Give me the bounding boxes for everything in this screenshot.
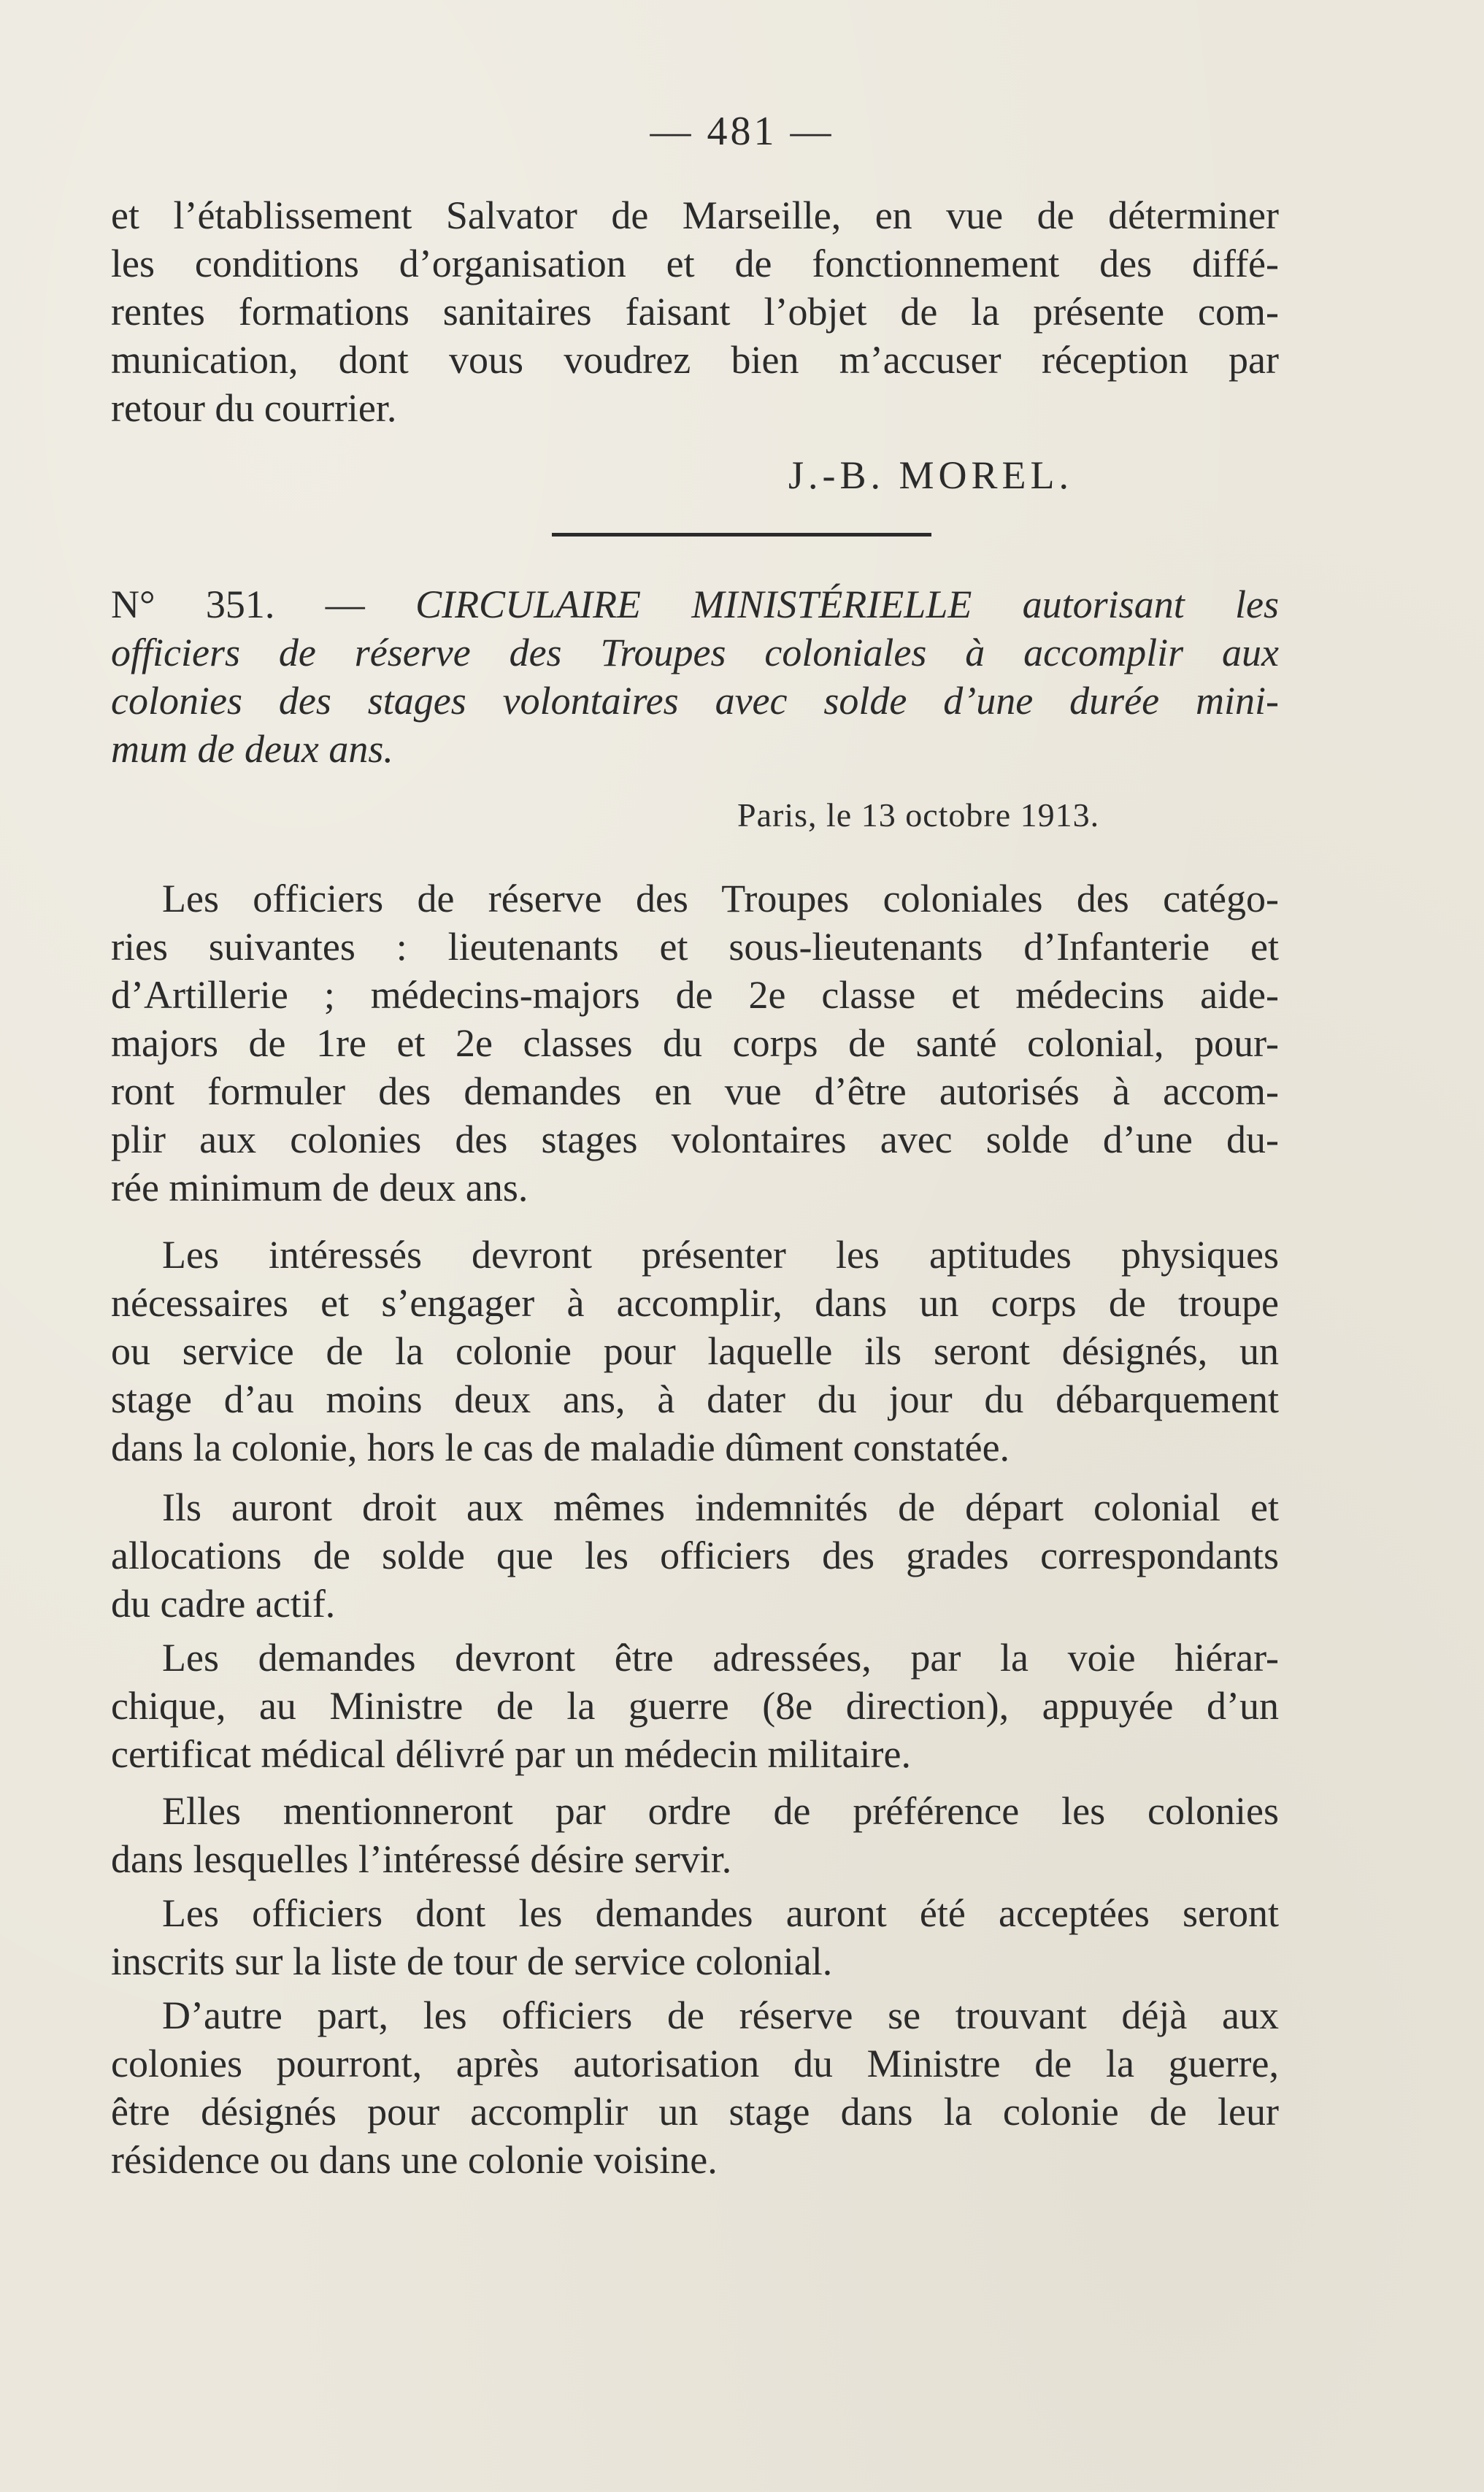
paragraph-4 <box>111 1634 1279 1778</box>
paragraph-5 <box>111 1787 1279 1883</box>
page-number: — 481 — <box>650 109 834 154</box>
text-line: inscrits sur la liste de tour de service colonial. <box>111 1939 833 1983</box>
section-divider <box>552 533 931 537</box>
text-line: Ils auront droit aux mêmes indemnités de départ colonial et <box>162 1485 1279 1529</box>
text-line: plir aux colonies des stages volontaires avec solde d’une du- <box>111 1118 1279 1161</box>
text-line: stage d’au moins deux ans, à dater du jour du débarquement <box>111 1377 1279 1421</box>
text-line: les conditions d’organisation et de fonctionnement des diffé- <box>111 242 1279 285</box>
text-line: dans la colonie, hors le cas de maladie dûment constatée. <box>111 1426 1010 1469</box>
text-line: Les officiers de réserve des Troupes coloniales des catégo- <box>162 877 1279 920</box>
heading-title: CIRCULAIRE MINISTÉRIELLE autorisant les <box>415 582 1280 626</box>
heading-line-1 <box>111 580 1279 628</box>
text-line: Les officiers dont les demandes auront été acceptées seront <box>162 1891 1279 1935</box>
text-line: nécessaires et s’engager à accomplir, dans un corps de troupe <box>111 1281 1279 1325</box>
text-line: d’Artillerie ; médecins-majors de 2e classe et médecins aide- <box>111 973 1279 1017</box>
heading-line: officiers de réserve des Troupes coloniales à accomplir aux <box>111 631 1279 674</box>
dateline: Paris, le 13 octobre 1913. <box>737 796 1100 834</box>
paragraph-6 <box>111 1889 1279 1985</box>
text-line: du cadre actif. <box>111 1582 336 1626</box>
text-line: ou service de la colonie pour laquelle ils seront désignés, un <box>111 1329 1279 1373</box>
text-line: ries suivantes : lieutenants et sous-lieutenants d’Infanterie et <box>111 925 1279 969</box>
text-line: être désignés pour accomplir un stage dans la colonie de leur <box>111 2090 1279 2134</box>
text-line: majors de 1re et 2e classes du corps de santé colonial, pour- <box>111 1021 1279 1065</box>
text-line: colonies pourront, après autorisation du Ministre de la guerre, <box>111 2042 1279 2085</box>
paragraph-7 <box>111 1991 1279 2184</box>
text-line: ront formuler des demandes en vue d’être autorisés à accom- <box>111 1069 1279 1113</box>
text-line: allocations de solde que les officiers des grades correspondants <box>111 1534 1279 1577</box>
paragraph-3 <box>111 1483 1279 1628</box>
text-line: chique, au Ministre de la guerre (8e direction), appuyée d’un <box>111 1684 1279 1728</box>
text-line: rentes formations sanitaires faisant l’objet de la présente com- <box>111 290 1279 334</box>
text-line: rée minimum de deux ans. <box>111 1166 528 1210</box>
circular-heading <box>111 580 1279 773</box>
intro-paragraph <box>111 191 1279 432</box>
heading-line: colonies des stages volontaires avec solde d’une durée mini- <box>111 679 1279 723</box>
circular-number: N° 351. — <box>111 582 365 626</box>
text-line: retour du courrier. <box>111 386 397 430</box>
text-line: certificat médical délivré par un médecin militaire. <box>111 1732 911 1776</box>
text-line: Elles mentionneront par ordre de préférence les colonies <box>162 1789 1279 1833</box>
text-line: et l’établissement Salvator de Marseille, en vue de déterminer <box>111 193 1279 237</box>
paragraph-2 <box>111 1231 1279 1472</box>
text-line: Les intéressés devront présenter les aptitudes physiques <box>162 1233 1279 1277</box>
text-line: dans lesquelles l’intéressé désire servir. <box>111 1837 732 1881</box>
text-line: D’autre part, les officiers de réserve se trouvant déjà aux <box>162 1993 1279 2037</box>
heading-line: mum de deux ans. <box>111 727 393 771</box>
text-line: Les demandes devront être adressées, par la voie hiérar- <box>162 1636 1279 1680</box>
text-line: résidence ou dans une colonie voisine. <box>111 2138 718 2182</box>
signature: J.-B. MOREL. <box>788 453 1074 497</box>
paragraph-1 <box>111 874 1279 1212</box>
text-line: munication, dont vous voudrez bien m’accuser réception par <box>111 338 1279 382</box>
